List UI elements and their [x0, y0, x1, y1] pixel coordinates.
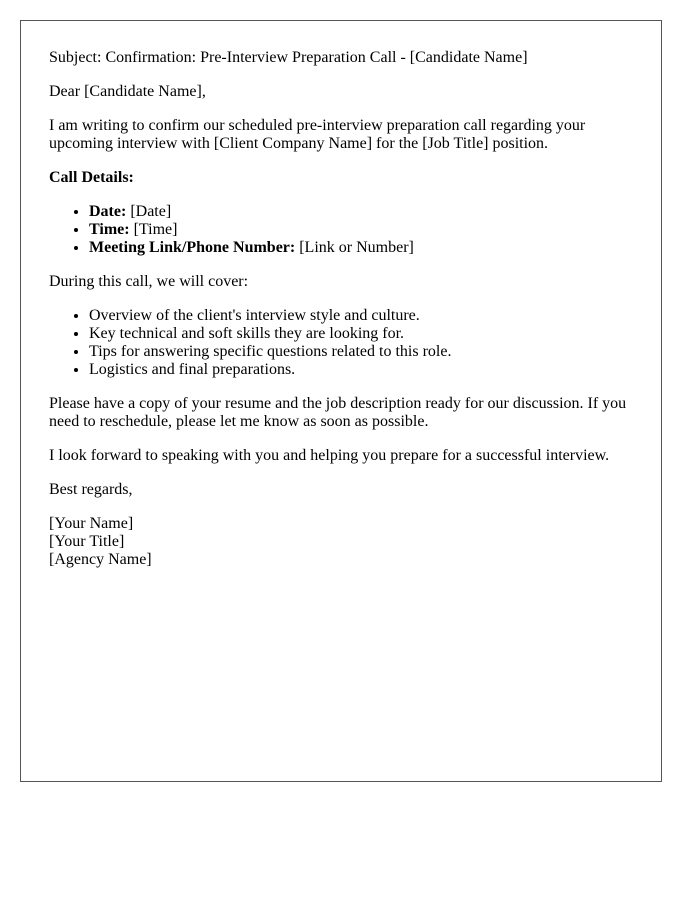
cover-intro: During this call, we will cover:: [49, 273, 249, 290]
list-item: • Key technical and soft skills they are looking for.: [89, 325, 639, 343]
cover-list: [49, 307, 639, 379]
sign-off: Best regards,: [49, 481, 133, 498]
intro-paragraph: I am writing to confirm our scheduled pre-interview preparation call regarding your upcoming interview with [Client Company Name] for the [Job Title] position.: [49, 117, 586, 152]
signature-title: [Your Title]: [49, 533, 125, 550]
call-detail-value: [Link or Number]: [295, 239, 414, 256]
call-detail-link: [89, 239, 639, 257]
call-detail-value: [Date]: [126, 203, 172, 220]
call-detail-label: Time:: [89, 221, 130, 238]
request-paragraph: Please have a copy of your resume and the job description ready for our discussion. If you need to reschedule, please let me know as soon as possible.: [49, 395, 627, 430]
signature-agency: [Agency Name]: [49, 551, 152, 568]
subject-line: Subject: Confirmation: Pre-Interview Preparation Call - [Candidate Name]: [49, 49, 528, 66]
letter-container: [20, 20, 662, 782]
signature-block: [49, 515, 639, 569]
letter-body: [49, 49, 639, 569]
call-detail-date: [89, 203, 639, 221]
greeting: Dear [Candidate Name],: [49, 83, 206, 100]
closing-note: I look forward to speaking with you and helping you prepare for a successful interview.: [49, 447, 610, 464]
list-item: • Overview of the client's interview style and culture.: [89, 307, 639, 325]
list-item: • Tips for answering specific questions related to this role.: [89, 343, 639, 361]
call-detail-label: Meeting Link/Phone Number:: [89, 239, 296, 256]
list-item: • Logistics and final preparations.: [89, 361, 639, 379]
call-details-heading: Call Details:: [49, 169, 134, 186]
call-detail-label: Date:: [89, 203, 127, 220]
call-details-list: [49, 203, 639, 257]
call-detail-value: [Time]: [129, 221, 178, 238]
signature-name: [Your Name]: [49, 515, 134, 532]
call-detail-time: [89, 221, 639, 239]
